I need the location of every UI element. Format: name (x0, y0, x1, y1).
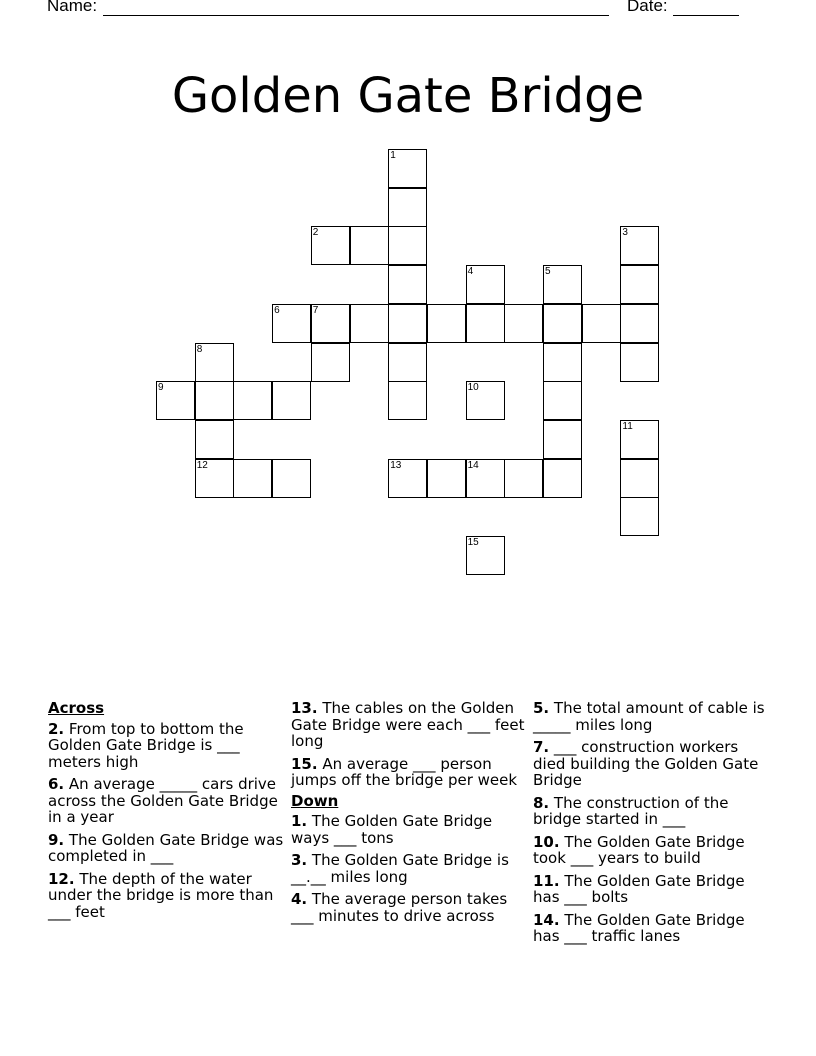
clue-column-1 (48, 700, 284, 926)
clue-item-number: 8. (533, 793, 550, 812)
down-clue-list (291, 813, 527, 924)
crossword-cell[interactable] (543, 381, 582, 420)
clue-item-number: 3. (291, 851, 308, 869)
clue-item-text: An average ___ person jumps off the bridge per week (291, 754, 518, 789)
clue-item-number: 14. (533, 910, 560, 929)
crossword-cell[interactable] (543, 343, 582, 382)
clue-item-text: The Golden Gate Bridge was completed in ___ (48, 830, 284, 865)
clue-number: 11 (622, 420, 633, 432)
name-label: Name: (47, 0, 98, 15)
clue-item-number: 10. (533, 832, 560, 851)
clue-item-text: ___ construction workers died building the Golden Gate Bridge (533, 738, 759, 789)
crossword-cell[interactable] (272, 381, 311, 420)
clue-item-text: The Golden Gate Bridge took ___ years to build (533, 832, 745, 867)
crossword-cell[interactable] (311, 304, 350, 343)
crossword-cell[interactable] (466, 381, 505, 420)
clue-item (533, 834, 769, 867)
clue-number: 15 (467, 537, 479, 548)
clue-number: 3 (622, 227, 628, 239)
crossword-cell[interactable] (233, 459, 272, 498)
clue-item-text: The Golden Gate Bridge is __.__ miles long (291, 851, 509, 886)
crossword-cell[interactable] (350, 304, 389, 343)
crossword-cell[interactable] (620, 226, 659, 265)
crossword-cell[interactable] (272, 304, 311, 343)
clue-item-text: The Golden Gate Bridge has ___ bolts (533, 871, 745, 906)
crossword-cell[interactable] (272, 459, 311, 498)
crossword-cell[interactable] (620, 459, 659, 498)
crossword-cell[interactable] (233, 381, 272, 420)
crossword-cell[interactable] (504, 304, 543, 343)
clue-item-number: 9. (48, 830, 65, 849)
clue-item (291, 756, 527, 789)
clue-column-2 (291, 700, 527, 930)
down-clue-list-continued (533, 700, 769, 945)
clue-item-text: The construction of the bridge started in ___ (533, 793, 729, 828)
clue-item-number: 6. (48, 775, 65, 793)
crossword-cell[interactable] (466, 304, 505, 343)
clue-item (533, 739, 769, 789)
clue-number: 5 (545, 266, 551, 278)
crossword-cell[interactable] (388, 304, 427, 343)
clue-number: 6 (274, 304, 280, 316)
crossword-cell[interactable] (350, 226, 389, 265)
crossword-cell[interactable] (195, 420, 234, 459)
clue-number: 14 (467, 459, 479, 471)
clue-number: 7 (312, 304, 319, 316)
clue-column-3 (533, 700, 769, 951)
crossword-cell[interactable] (195, 343, 234, 382)
clue-item-text: From top to bottom the Golden Gate Bridge is ___ meters high (48, 719, 244, 771)
clue-item (291, 700, 527, 750)
clue-item-number: 5. (533, 699, 550, 717)
clue-number: 2 (312, 227, 319, 239)
clue-item-number: 1. (291, 812, 308, 830)
clue-item-text: The Golden Gate Bridge has ___ traffic lanes (533, 910, 745, 945)
clue-number: 9 (158, 382, 164, 394)
crossword-cell[interactable] (543, 420, 582, 459)
clue-number: 8 (196, 343, 203, 355)
across-clue-list-continued (291, 700, 527, 789)
crossword-cell[interactable] (388, 343, 427, 382)
clue-item (48, 721, 284, 771)
clue-number: 4 (467, 266, 474, 278)
clue-item-text: An average _____ cars drive across the Golden Gate Bridge in a year (48, 775, 278, 826)
crossword-cell[interactable] (504, 459, 543, 498)
clue-item-number: 7. (533, 738, 550, 756)
clue-item (291, 813, 527, 846)
crossword-cell[interactable] (427, 459, 466, 498)
across-clue-list (48, 721, 284, 921)
clue-number: 10 (467, 382, 479, 394)
clue-item-text: The total amount of cable is _____ miles long (533, 699, 765, 734)
crossword-cell[interactable] (311, 226, 350, 265)
clue-item (533, 795, 769, 828)
crossword-cell[interactable] (543, 459, 582, 498)
across-heading: Across (48, 699, 105, 717)
clue-item-text: The depth of the water under the bridge is more than ___ feet (48, 869, 274, 921)
crossword-cell[interactable] (543, 265, 582, 304)
crossword-cell[interactable] (195, 459, 234, 498)
clue-item (48, 832, 284, 865)
crossword-cell[interactable] (620, 497, 659, 536)
crossword-cell[interactable] (620, 265, 659, 304)
crossword-cell[interactable] (388, 149, 427, 188)
clue-item-text: The average person takes ___ minutes to drive across (291, 890, 508, 925)
clue-item-number: 13. (291, 699, 318, 717)
crossword-cell[interactable] (620, 304, 659, 343)
clue-item (48, 776, 284, 826)
crossword-cell[interactable] (388, 381, 427, 420)
crossword-cell[interactable] (427, 304, 466, 343)
crossword-cell[interactable] (388, 226, 427, 265)
crossword-cell[interactable] (388, 265, 427, 304)
crossword-cell[interactable] (388, 188, 427, 227)
clue-number: 13 (390, 459, 402, 471)
clue-item (48, 871, 284, 921)
crossword-cell[interactable] (582, 304, 621, 343)
clue-item-number: 4. (291, 890, 308, 908)
clue-item-number: 12. (48, 869, 75, 888)
clue-item-number: 2. (48, 719, 65, 738)
clue-item (533, 700, 769, 733)
clue-number: 12 (196, 459, 208, 471)
clue-item (533, 873, 769, 906)
page-title: Golden Gate Bridge (171, 68, 645, 125)
clue-number: 1 (390, 150, 396, 161)
crossword-cell[interactable] (466, 536, 505, 575)
crossword-cell[interactable] (195, 381, 234, 420)
down-heading: Down (291, 791, 339, 810)
crossword-cell[interactable] (620, 420, 659, 459)
clue-item (291, 852, 527, 885)
crossword-cell[interactable] (388, 459, 427, 498)
crossword-cell[interactable] (466, 265, 505, 304)
crossword-cell[interactable] (543, 304, 582, 343)
clue-item-number: 11. (533, 871, 560, 890)
date-label: Date: (627, 0, 668, 15)
crossword-cell[interactable] (156, 381, 195, 420)
crossword-cell[interactable] (620, 343, 659, 382)
clue-item-text: The cables on the Golden Gate Bridge were each ___ feet long (291, 699, 525, 750)
clue-item-text: The Golden Gate Bridge ways ___ tons (291, 812, 493, 847)
crossword-cell[interactable] (311, 343, 350, 382)
clue-item-number: 15. (291, 754, 318, 773)
crossword-cell[interactable] (466, 459, 505, 498)
clue-item (533, 912, 769, 945)
clue-item (291, 891, 527, 924)
